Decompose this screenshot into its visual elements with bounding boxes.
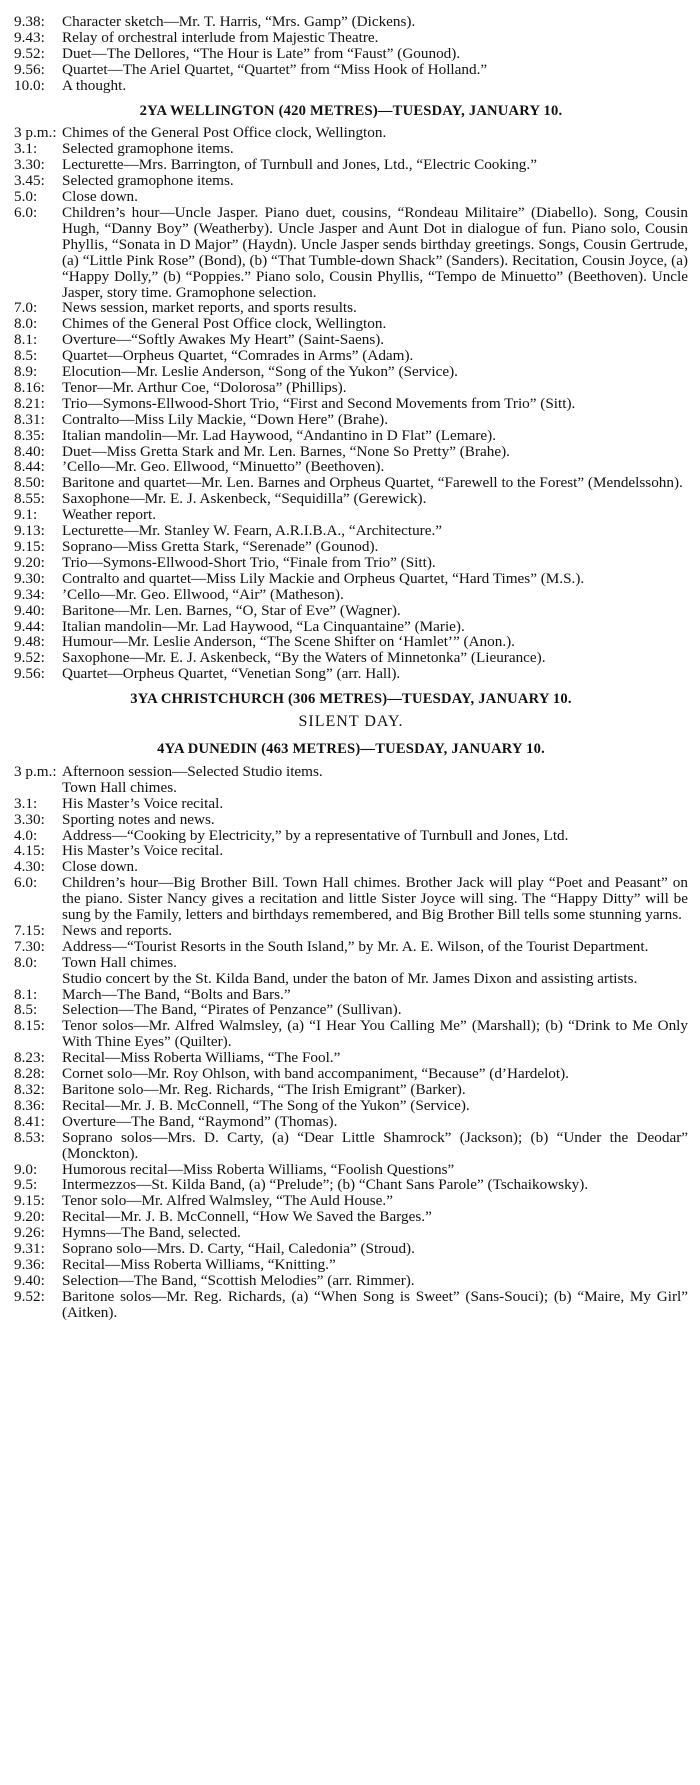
programme-entry xyxy=(14,555,688,571)
entry-description: Address—“Cooking by Electricity,” by a representative of Turnbull and Jones, Ltd. xyxy=(62,826,569,844)
entry-description: Duet—Miss Gretta Stark and Mr. Len. Barnes, “None So Pretty” (Brahe). xyxy=(62,442,510,460)
entry-description: His Master’s Voice recital. xyxy=(62,842,224,860)
entry-time: 9.34: xyxy=(14,585,45,603)
entry-description: Close down. xyxy=(62,188,138,206)
programme-entry xyxy=(14,348,688,364)
programme-entry xyxy=(14,380,688,396)
entry-description: Saxophone—Mr. E. J. Askenbeck, “By the Waters of Minnetonka” (Lieurance). xyxy=(62,649,546,667)
entry-time: 9.31: xyxy=(14,1240,45,1258)
entry-description: Tenor—Mr. Arthur Coe, “Dolorosa” (Phillips). xyxy=(62,378,347,396)
programme-entry xyxy=(14,1193,688,1209)
entry-time: 3 p.m.: xyxy=(14,124,57,142)
entry-description: Quartet—The Ariel Quartet, “Quartet” from “Miss Hook of Holland.” xyxy=(62,60,488,78)
programme-entry xyxy=(14,939,688,955)
programme-entry xyxy=(14,1114,688,1130)
entry-time: 8.41: xyxy=(14,1112,45,1130)
programme-entry xyxy=(14,859,688,875)
programme-entry xyxy=(14,828,688,844)
entry-description: Duet—The Dellores, “The Hour is Late” from “Faust” (Gounod). xyxy=(62,44,461,62)
entry-description: News session, market reports, and sports results. xyxy=(62,299,357,317)
programme-entry xyxy=(14,1066,688,1082)
entry-description: March—The Band, “Bolts and Bars.” xyxy=(62,985,291,1003)
programme-entry xyxy=(14,316,688,332)
entry-time: 4.0: xyxy=(14,826,38,844)
entry-time: 8.44: xyxy=(14,458,45,476)
entry-description: Tenor solos—Mr. Alfred Walmsley, (a) “I Hear You Calling Me” (Marshall); (b) “Drink to Me Only With Thine Eyes” (Quilter). xyxy=(62,1017,688,1051)
programme-entry xyxy=(14,843,688,859)
entry-time: 9.1: xyxy=(14,506,38,524)
entry-time: 8.40: xyxy=(14,442,45,460)
entry-time: 9.44: xyxy=(14,617,45,635)
entry-time: 8.50: xyxy=(14,474,45,492)
entry-time: 9.20: xyxy=(14,1208,45,1226)
entry-time: 9.56: xyxy=(14,60,45,78)
entry-description: ’Cello—Mr. Geo. Ellwood, “Minuetto” (Beethoven). xyxy=(62,458,385,476)
programme-entry xyxy=(14,412,688,428)
programme-entry xyxy=(14,539,688,555)
entry-time: 3.30: xyxy=(14,156,45,174)
entry-description: Chimes of the General Post Office clock, Wellington. xyxy=(62,124,387,142)
heading-3ya-christchurch: 3YA CHRISTCHURCH (306 METRES)—TUESDAY, JANUARY 10. xyxy=(130,691,572,708)
entry-description: Contralto and quartet—Miss Lily Mackie and Orpheus Quartet, “Hard Times” (M.S.). xyxy=(62,569,585,587)
entry-description: Selection—The Band, “Scottish Melodies” (arr. Rimmer). xyxy=(62,1271,415,1289)
programme-entry xyxy=(14,1162,688,1178)
programme-entry xyxy=(14,1177,688,1193)
entry-time: 8.1: xyxy=(14,985,38,1003)
entry-description: Cornet solo—Mr. Roy Ohlson, with band accompaniment, “Because” (d’Hardelot). xyxy=(62,1065,569,1083)
entry-description: Trio—Symons-Ellwood-Short Trio, “Finale from Trio” (Sitt). xyxy=(62,553,436,571)
entry-time: 9.48: xyxy=(14,633,45,651)
section-4ya-dunedin xyxy=(14,764,688,1321)
entry-time: 9.15: xyxy=(14,1192,45,1210)
entry-time: 7.15: xyxy=(14,921,45,939)
entry-description: Quartet—Orpheus Quartet, “Comrades in Arms” (Adam). xyxy=(62,347,414,365)
entry-time: 3 p.m.: xyxy=(14,762,57,780)
programme-entry xyxy=(14,1241,688,1257)
entry-description: Overture—The Band, “Raymond” (Thomas). xyxy=(62,1112,338,1130)
programme-entry xyxy=(14,812,688,828)
entry-description: Intermezzos—St. Kilda Band, (a) “Prelude”; (b) “Chant Sans Parole” (Tschaikowsky). xyxy=(62,1176,589,1194)
entry-description: Tenor solo—Mr. Alfred Walmsley, “The Auld House.” xyxy=(62,1192,393,1210)
entry-time: 9.5: xyxy=(14,1176,38,1194)
entry-time: 4.30: xyxy=(14,858,45,876)
entry-time: 7.0: xyxy=(14,299,38,317)
entry-description: Chimes of the General Post Office clock, Wellington. xyxy=(62,315,387,333)
entry-description: Quartet—Orpheus Quartet, “Venetian Song” (arr. Hall). xyxy=(62,665,401,683)
programme-entry xyxy=(14,1209,688,1225)
entry-description: Recital—Miss Roberta Williams, “The Fool.” xyxy=(62,1049,341,1067)
entry-description: Children’s hour—Big Brother Bill. Town Hall chimes. Brother Jack will play “Poet and Peasant” on the piano. Sister Nancy gives a recitation and little Sister Joyce will sing. The “Happy Ditty” will be sung by the Family, letters and birthdays remembered, and Big Brother Bill tells some stunning yarns. xyxy=(62,874,688,924)
programme-entry xyxy=(14,459,688,475)
entry-time: 8.23: xyxy=(14,1049,45,1067)
entry-description: Italian mandolin—Mr. Lad Haywood, “Andantino in D Flat” (Lemare). xyxy=(62,426,496,444)
programme-entry xyxy=(14,173,688,189)
programme-entry xyxy=(14,507,688,523)
entry-time: 9.52: xyxy=(14,649,45,667)
programme-entry xyxy=(14,1002,688,1018)
programme-entry xyxy=(14,14,688,30)
programme-entry xyxy=(14,189,688,205)
programme-entry xyxy=(14,650,688,666)
entry-description: Contralto—Miss Lily Mackie, “Down Here” (Brahe). xyxy=(62,410,389,428)
entry-time: 9.36: xyxy=(14,1255,45,1273)
entry-description: Selected gramophone items. xyxy=(62,140,234,158)
entry-time: 9.20: xyxy=(14,553,45,571)
entry-time: 8.53: xyxy=(14,1128,45,1146)
entry-time: 8.5: xyxy=(14,1001,38,1019)
programme-entry xyxy=(14,923,688,939)
entry-description: Lecturette—Mr. Stanley W. Fearn, A.R.I.B.A., “Architecture.” xyxy=(62,522,443,540)
programme-entry xyxy=(14,62,688,78)
programme-entry xyxy=(14,619,688,635)
programme-entry xyxy=(14,205,688,300)
entry-time: 8.31: xyxy=(14,410,45,428)
programme-entry xyxy=(14,571,688,587)
programme-entry xyxy=(14,78,688,94)
entry-description: Afternoon session—Selected Studio items. xyxy=(62,762,323,780)
entry-time: 9.40: xyxy=(14,1271,45,1289)
programme-entry xyxy=(14,1098,688,1114)
programme-entry xyxy=(14,796,688,812)
entry-time: 9.26: xyxy=(14,1224,45,1242)
section-2ya-wellington xyxy=(14,125,688,682)
entry-description: Children’s hour—Uncle Jasper. Piano duet, cousins, “Rondeau Militaire” (Diabello). Song, Cousin Hugh, “Danny Boy” (Weatherby). Uncle Jasper and Aunt Dot in dialogue of fun. Piano solo, Cousin Phyllis, “Sonata in D Major” (Haydn). Uncle Jasper sends birthday greetings. Songs, Cousin Gertrude, (a) “Little Pink Rose” (Bond), (b) “That Tumble-down Shack” (Sanders). Recitation, Cousin Joyce, (a) “Happy Dolly,” (b) “Poppies.” Piano solo, Cousin Phyllis, “Tempo de Minuetto” (Beethoven). Uncle Jasper, story time. Gramophone selection. xyxy=(62,203,688,301)
entry-time: 9.30: xyxy=(14,569,45,587)
entry-description: Close down. xyxy=(62,858,138,876)
programme-entry xyxy=(14,475,688,491)
entry-time: 8.16: xyxy=(14,378,45,396)
entry-time: 8.15: xyxy=(14,1017,45,1035)
programme-entry xyxy=(14,428,688,444)
entry-description: Lecturette—Mrs. Barrington, of Turnbull and Jones, Ltd., “Electric Cooking.” xyxy=(62,156,537,174)
programme-entry xyxy=(14,30,688,46)
entry-time: 10.0: xyxy=(14,76,45,94)
programme-entry xyxy=(14,971,688,987)
entry-time: 5.0: xyxy=(14,188,38,206)
entry-time: 9.40: xyxy=(14,601,45,619)
entry-description: Town Hall chimes. xyxy=(62,778,177,796)
programme-entry xyxy=(14,1273,688,1289)
entry-time: 8.28: xyxy=(14,1065,45,1083)
programme-entry xyxy=(14,587,688,603)
entry-time: 8.1: xyxy=(14,331,38,349)
entry-time: 8.0: xyxy=(14,315,38,333)
entry-description: Italian mandolin—Mr. Lad Haywood, “La Cinquantaine” (Marie). xyxy=(62,617,465,635)
entry-time: 6.0: xyxy=(14,874,38,892)
programme-entry xyxy=(14,666,688,682)
entry-description: Soprano—Miss Gretta Stark, “Serenade” (Gounod). xyxy=(62,538,379,555)
entry-time: 3.30: xyxy=(14,810,45,828)
programme-entry xyxy=(14,157,688,173)
programme-entry xyxy=(14,396,688,412)
entry-description: Elocution—Mr. Leslie Anderson, “Song of the Yukon” (Service). xyxy=(62,363,458,381)
entry-description: Overture—“Softly Awakes My Heart” (Saint-Saens). xyxy=(62,331,385,349)
entry-description: Trio—Symons-Ellwood-Short Trio, “First and Second Movements from Trio” (Sitt). xyxy=(62,394,576,412)
entry-time: 7.30: xyxy=(14,937,45,955)
entry-time: 9.0: xyxy=(14,1160,38,1178)
entry-time: 3.45: xyxy=(14,172,45,190)
section-2ya-tail xyxy=(14,14,688,94)
programme-entry xyxy=(14,332,688,348)
programme-entry xyxy=(14,523,688,539)
entry-time: 9.38: xyxy=(14,13,45,30)
programme-entry xyxy=(14,875,688,923)
entry-time: 9.43: xyxy=(14,28,45,46)
heading-2ya-wellington: 2YA WELLINGTON (420 METRES)—TUESDAY, JANUARY 10. xyxy=(139,102,563,119)
entry-description: Weather report. xyxy=(62,506,157,524)
programme-entry xyxy=(14,603,688,619)
entry-time: 8.9: xyxy=(14,363,38,381)
programme-entry xyxy=(14,634,688,650)
entry-description: News and reports. xyxy=(62,921,173,939)
entry-time: 9.52: xyxy=(14,1287,45,1305)
programme-entry xyxy=(14,125,688,141)
entry-time: 8.36: xyxy=(14,1096,45,1114)
entry-description: Baritone and quartet—Mr. Len. Barnes and Orpheus Quartet, “Farewell to the Forest” (Mendelssohn). xyxy=(62,474,683,492)
entry-description: Baritone—Mr. Len. Barnes, “O, Star of Eve” (Wagner). xyxy=(62,601,401,619)
entry-time: 3.1: xyxy=(14,140,38,158)
entry-time: 9.13: xyxy=(14,522,45,540)
entry-time: 8.55: xyxy=(14,490,45,508)
programme-entry xyxy=(14,46,688,62)
silent-day-notice: SILENT DAY. xyxy=(298,713,404,731)
entry-time: 8.0: xyxy=(14,953,38,971)
entry-description: Humour—Mr. Leslie Anderson, “The Scene Shifter on ‘Hamlet’” (Anon.). xyxy=(62,633,515,651)
entry-description: Baritone solo—Mr. Reg. Richards, “The Irish Emigrant” (Barker). xyxy=(62,1081,466,1098)
entry-description: Selected gramophone items. xyxy=(62,172,234,190)
entry-time: 9.15: xyxy=(14,538,45,555)
programme-entry xyxy=(14,364,688,380)
entry-description: Soprano solo—Mrs. D. Carty, “Hail, Caledonia” (Stroud). xyxy=(62,1240,415,1258)
entry-description: Character sketch—Mr. T. Harris, “Mrs. Gamp” (Dickens). xyxy=(62,13,416,30)
programme-entry xyxy=(14,444,688,460)
entry-description: Studio concert by the St. Kilda Band, under the baton of Mr. James Dixon and assisting artists. xyxy=(62,969,638,987)
programme-entry xyxy=(14,491,688,507)
entry-description: Hymns—The Band, selected. xyxy=(62,1224,241,1242)
entry-time: 4.15: xyxy=(14,842,45,860)
entry-description: ’Cello—Mr. Geo. Ellwood, “Air” (Matheson). xyxy=(62,585,344,603)
heading-4ya-dunedin: 4YA DUNEDIN (463 METRES)—TUESDAY, JANUARY 10. xyxy=(157,740,545,757)
entry-time: 8.35: xyxy=(14,426,45,444)
entry-time: 8.32: xyxy=(14,1081,45,1098)
entry-time: 3.1: xyxy=(14,794,38,812)
programme-entry xyxy=(14,955,688,971)
entry-time: 9.52: xyxy=(14,44,45,62)
entry-time: 6.0: xyxy=(14,203,38,221)
entry-description: Recital—Mr. J. B. McConnell, “The Song of the Yukon” (Service). xyxy=(62,1096,470,1114)
entry-description: Town Hall chimes. xyxy=(62,953,177,971)
entry-description: Recital—Miss Roberta Williams, “Knitting.” xyxy=(62,1255,336,1273)
programme-entry xyxy=(14,987,688,1003)
programme-entry xyxy=(14,300,688,316)
entry-description: Address—“Tourist Resorts in the South Island,” by Mr. A. E. Wilson, of the Tourist Department. xyxy=(62,937,649,955)
entry-description: Selection—The Band, “Pirates of Penzance” (Sullivan). xyxy=(62,1001,402,1019)
programme-entry xyxy=(14,1050,688,1066)
programme-entry xyxy=(14,1289,688,1321)
entry-description: His Master’s Voice recital. xyxy=(62,794,224,812)
entry-description: Saxophone—Mr. E. J. Askenbeck, “Sequidilla” (Gerewick). xyxy=(62,490,427,508)
programme-entry xyxy=(14,1257,688,1273)
entry-time: 9.56: xyxy=(14,665,45,683)
entry-description: Sporting notes and news. xyxy=(62,810,215,828)
programme-entry xyxy=(14,780,688,796)
entry-description: Relay of orchestral interlude from Majestic Theatre. xyxy=(62,28,379,46)
entry-description: Recital—Mr. J. B. McConnell, “How We Saved the Barges.” xyxy=(62,1208,432,1226)
entry-description: Humorous recital—Miss Roberta Williams, “Foolish Questions” xyxy=(62,1160,455,1178)
programme-entry xyxy=(14,1018,688,1050)
entry-description: Soprano solos—Mrs. D. Carty, (a) “Dear Little Shamrock” (Jackson); (b) “Under the Deodar” (Monckton). xyxy=(62,1128,688,1162)
programme-entry xyxy=(14,1225,688,1241)
entry-description: A thought. xyxy=(62,76,127,94)
programme-entry xyxy=(14,1082,688,1098)
entry-description: Baritone solos—Mr. Reg. Richards, (a) “When Song is Sweet” (Sans-Souci); (b) “Maire, My Girl” (Aitken). xyxy=(62,1287,688,1321)
entry-time: 8.5: xyxy=(14,347,38,365)
entry-time: 8.21: xyxy=(14,394,45,412)
programme-entry xyxy=(14,764,688,780)
programme-entry xyxy=(14,141,688,157)
programme-entry xyxy=(14,1130,688,1162)
